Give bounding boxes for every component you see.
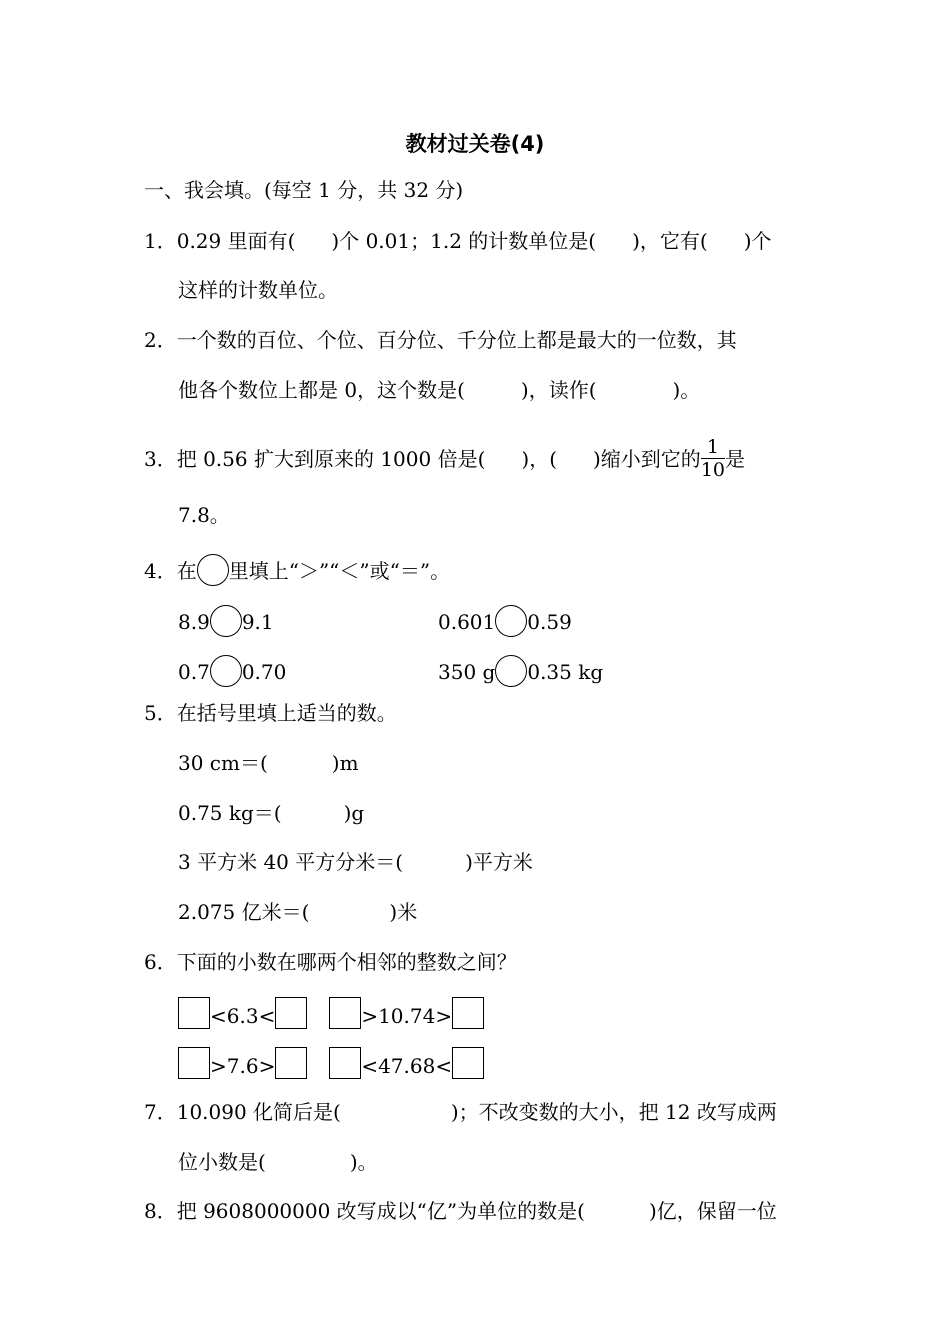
q4-text-b: 里填上“＞”“＜”或“＝”。 <box>228 559 451 583</box>
q4-value: 350 g <box>438 660 496 684</box>
question-3-line-1 <box>144 438 745 483</box>
compare-circle-icon[interactable] <box>495 605 527 637</box>
q6-text: >10.74> <box>361 1004 453 1028</box>
answer-box[interactable] <box>178 1047 210 1079</box>
q1-text-a: 1．0.29 里面有( <box>144 229 296 253</box>
question-2-line-2 <box>178 376 700 404</box>
answer-box[interactable] <box>329 997 361 1029</box>
q5-text: 30 cm＝( <box>178 751 268 775</box>
answer-box[interactable] <box>452 1047 484 1079</box>
q5-text: 0.75 kg＝( <box>178 801 282 825</box>
question-8-line-1 <box>144 1197 777 1225</box>
page-title: 教材过关卷(4) <box>405 132 545 156</box>
q3-text-d: 是 <box>725 447 745 471</box>
answer-box[interactable] <box>275 997 307 1029</box>
q2-text-c: )，读作( <box>520 378 597 402</box>
q3-text-c: )缩小到它的 <box>593 447 701 471</box>
question-4-row-1-right <box>438 605 572 637</box>
q6-text: <6.3< <box>210 1004 276 1028</box>
question-4-row-2-left <box>178 655 286 687</box>
question-5-item-4 <box>178 898 417 926</box>
q5-text: )米 <box>389 900 418 924</box>
question-1-line-1 <box>144 227 772 255</box>
fraction-denominator: 10 <box>700 459 725 481</box>
q6-text: >7.6> <box>210 1054 276 1078</box>
q4-value: 0.35 kg <box>527 660 604 684</box>
q4-value: 0.70 <box>241 660 287 684</box>
fraction-numerator: 1 <box>701 436 725 459</box>
fraction <box>701 436 725 481</box>
section-heading: 一、我会填。(每空 1 分，共 32 分) <box>144 178 464 202</box>
q2-text-b: 他各个数位上都是 0，这个数是( <box>178 378 465 402</box>
question-6-line-1: 6．下面的小数在哪两个相邻的整数之间？ <box>144 950 517 974</box>
question-7-line-1 <box>144 1098 777 1126</box>
compare-circle-icon <box>197 554 229 586</box>
answer-box[interactable] <box>329 1047 361 1079</box>
q8-text: )亿，保留一位 <box>648 1199 777 1223</box>
q5-text: )g <box>343 801 365 825</box>
answer-box[interactable] <box>452 997 484 1029</box>
q4-value: 9.1 <box>241 610 274 634</box>
question-5-item-1 <box>178 749 359 777</box>
q1-text-b: )个 0.01；1.2 的计数单位是( <box>331 229 597 253</box>
q7-text: )；不改变数的大小，把 12 改写成两 <box>450 1100 777 1124</box>
q4-value: 0.7 <box>178 660 210 684</box>
q1-text-c: )，它有( <box>632 229 708 253</box>
question-1-line-2: 这样的计数单位。 <box>178 278 338 302</box>
compare-circle-icon[interactable] <box>210 655 242 687</box>
q3-text-b: )，( <box>521 447 557 471</box>
q8-text: 8．把 9608000000 改写成以“亿”为单位的数是( <box>144 1199 585 1223</box>
q7-text: 7．10.090 化简后是( <box>144 1100 341 1124</box>
q5-text: )平方米 <box>465 850 533 874</box>
q4-value: 0.601 <box>438 610 496 634</box>
q3-text-a: 3．把 0.56 扩大到原来的 1000 倍是( <box>144 447 486 471</box>
question-4-row-2-right <box>438 655 603 687</box>
q5-text: 3 平方米 40 平方分米＝( <box>178 850 404 874</box>
answer-box[interactable] <box>275 1047 307 1079</box>
question-7-line-2 <box>178 1148 378 1176</box>
q5-text: 2.075 亿米＝( <box>178 900 310 924</box>
compare-circle-icon[interactable] <box>495 655 527 687</box>
question-5-line-1: 5．在括号里填上适当的数。 <box>144 701 397 725</box>
q4-value: 8.9 <box>178 610 210 634</box>
q7-text: 位小数是( <box>178 1150 266 1174</box>
q4-value: 0.59 <box>527 610 572 634</box>
q6-text: <47.68< <box>361 1054 453 1078</box>
q2-text-d: )。 <box>672 378 701 402</box>
question-2-line-1: 2．一个数的百位、个位、百分位、千分位上都是最大的一位数，其 <box>144 328 737 352</box>
compare-circle-icon[interactable] <box>210 605 242 637</box>
question-4-row-1-left <box>178 605 274 637</box>
question-3-line-2: 7.8。 <box>178 503 230 527</box>
question-4-line-1 <box>144 554 450 586</box>
question-5-item-3 <box>178 848 533 876</box>
question-6-row-2 <box>178 1047 484 1080</box>
q4-text-a: 4．在 <box>144 559 197 583</box>
q5-text: )m <box>331 751 359 775</box>
q7-text: )。 <box>349 1150 378 1174</box>
q1-text-d: )个 <box>743 229 772 253</box>
answer-box[interactable] <box>178 997 210 1029</box>
question-6-row-1 <box>178 997 484 1030</box>
question-5-item-2 <box>178 799 364 827</box>
